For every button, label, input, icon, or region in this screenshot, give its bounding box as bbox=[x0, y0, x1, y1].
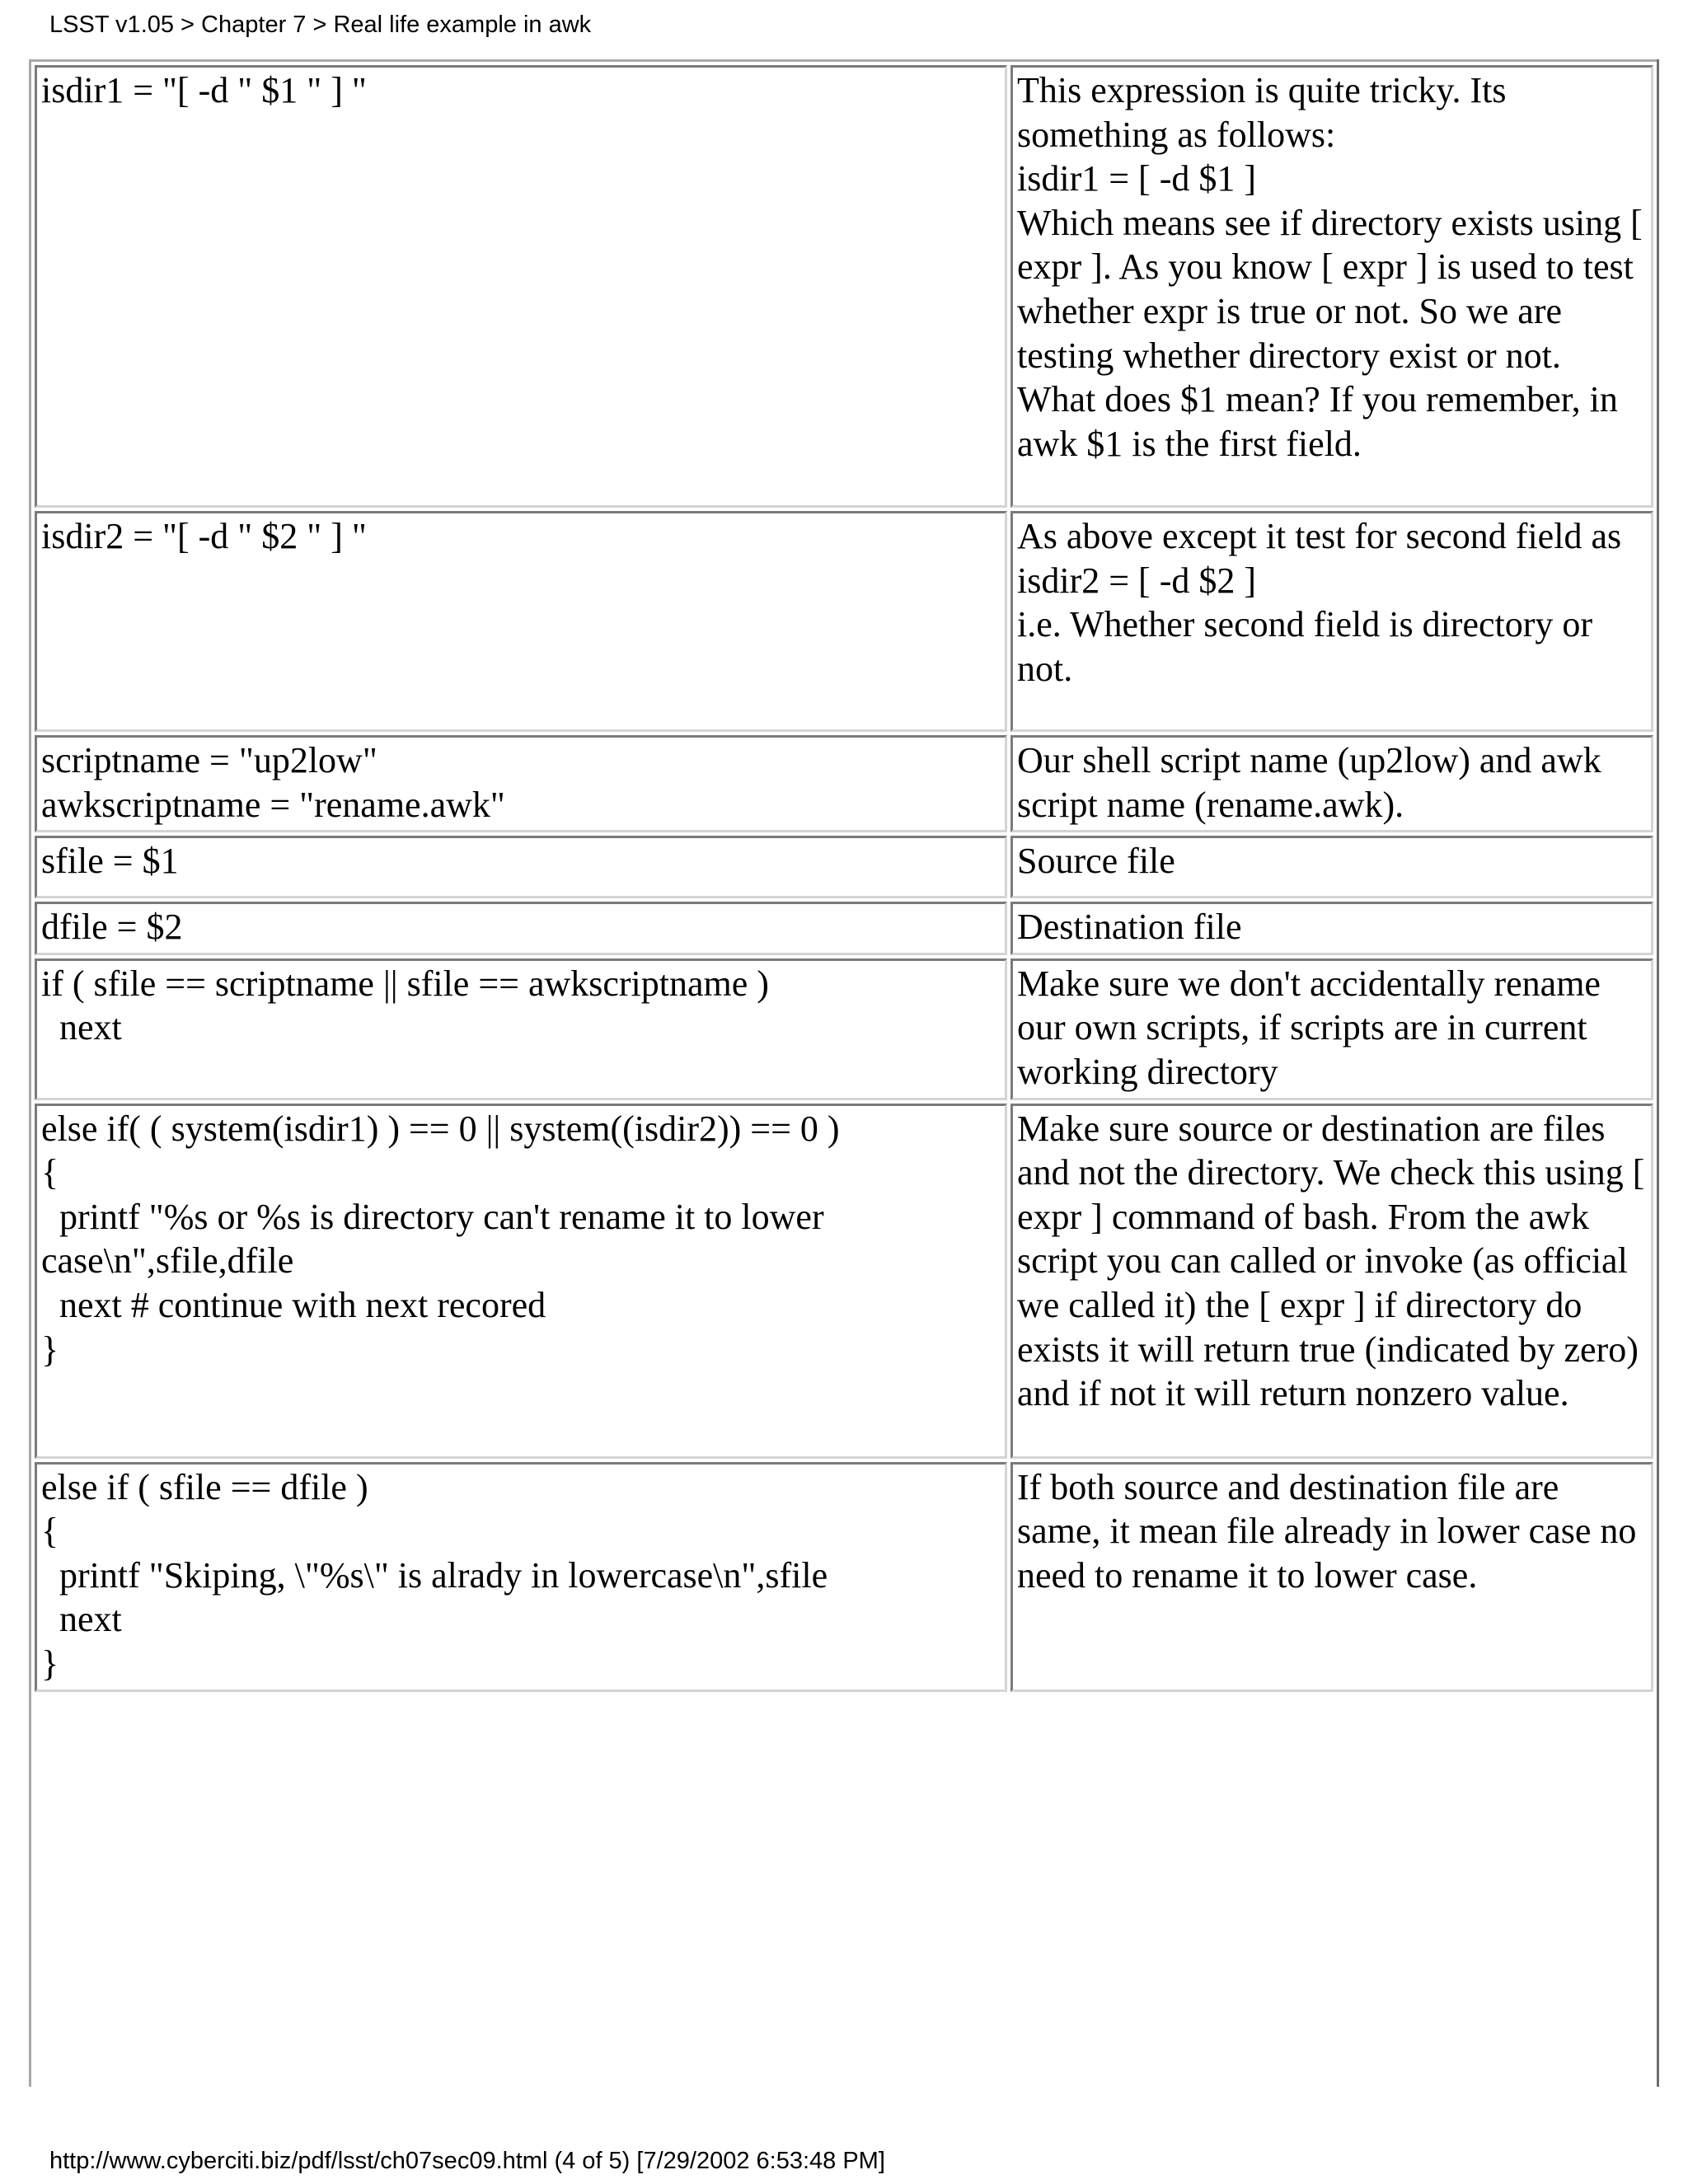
table-row bbox=[35, 511, 1653, 732]
explanation-cell: Make sure we don't accidentally rename our own scripts, if scripts are in current working directory bbox=[1010, 958, 1653, 1100]
page-footer-source-url: http://www.cyberciti.biz/pdf/lsst/ch07sec09.html (4 of 5) [7/29/2002 6:53:48 PM] bbox=[49, 2148, 885, 2174]
awk-explanation-table bbox=[31, 59, 1657, 1695]
explanation-cell: Destination file bbox=[1010, 902, 1653, 955]
code-cell: isdir1 = "[ -d " $1 " ] " bbox=[35, 65, 1007, 508]
table-row bbox=[35, 958, 1653, 1100]
page-frame-right-border bbox=[1657, 59, 1659, 2087]
code-cell: else if ( sfile == dfile ) { printf "Skiping, \"%s\" is alrady in lowercase\n",sfile next } bbox=[35, 1462, 1007, 1692]
code-cell: dfile = $2 bbox=[35, 902, 1007, 955]
table-row bbox=[35, 836, 1653, 898]
table-row bbox=[35, 1462, 1653, 1692]
code-cell: scriptname = "up2low" awkscriptname = "rename.awk" bbox=[35, 735, 1007, 832]
code-cell: sfile = $1 bbox=[35, 836, 1007, 898]
code-cell: isdir2 = "[ -d " $2 " ] " bbox=[35, 511, 1007, 732]
explanation-cell: Make sure source or destination are files and not the directory. We check this using [ expr ] command of bash. From the awk script you can called or invoke (as official we called it) the [ expr ] if directory do exists it will return true (indicated by zero) and if not it will return nonzero value. bbox=[1010, 1104, 1653, 1459]
explanation-cell: Our shell script name (up2low) and awk script name (rename.awk). bbox=[1010, 735, 1653, 832]
code-cell: else if( ( system(isdir1) ) == 0 || system((isdir2)) == 0 ) { printf "%s or %s is directory can't rename it to lower case\n",sfile,dfile next # continue with next recored } bbox=[35, 1104, 1007, 1459]
page-header-breadcrumb: LSST v1.05 > Chapter 7 > Real life example in awk bbox=[49, 12, 592, 38]
table-row bbox=[35, 902, 1653, 955]
explanation-cell: If both source and destination file are same, it mean file already in lower case no need to rename it to lower case. bbox=[1010, 1462, 1653, 1692]
table-row bbox=[35, 1104, 1653, 1459]
explanation-cell: This expression is quite tricky. Its something as follows: isdir1 = [ -d $1 ] Which means see if directory exists using [ expr ]. As you know [ expr ] is used to test whether expr is true or not. So we are testing whether directory exist or not. What does $1 mean? If you remember, in awk $1 is the first field. bbox=[1010, 65, 1653, 508]
table-row bbox=[35, 65, 1653, 508]
code-cell: if ( sfile == scriptname || sfile == awkscriptname ) next bbox=[35, 958, 1007, 1100]
explanation-cell: Source file bbox=[1010, 836, 1653, 898]
table-row bbox=[35, 735, 1653, 832]
explanation-cell: As above except it test for second field as isdir2 = [ -d $2 ] i.e. Whether second field is directory or not. bbox=[1010, 511, 1653, 732]
